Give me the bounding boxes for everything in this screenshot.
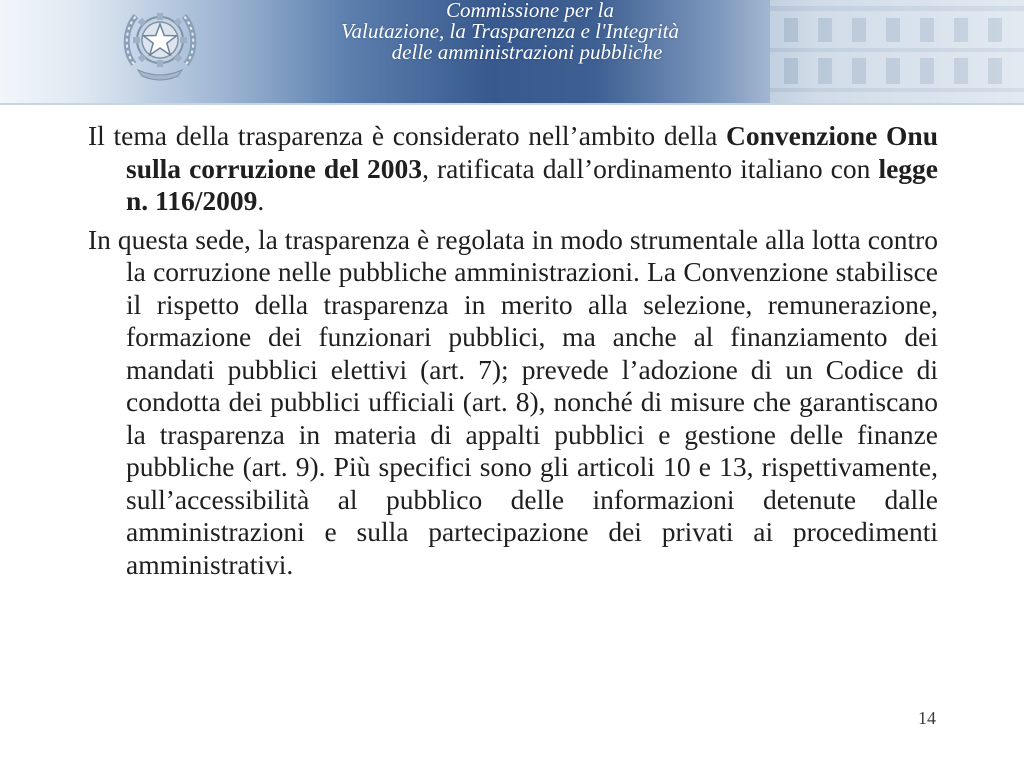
slide-body [88,120,938,587]
page-number: 14 [918,708,936,728]
title-line-3: delle amministrazioni pubbliche [391,40,663,64]
paragraph-transparency-rules: In questa sede, la trasparenza è regolata in modo strumentale alla lotta contro la corruzione nelle pubbliche amministrazioni. La Convenzione stabilisce il rispetto della trasparenza in merito alla selezione, remunerazione, formazione dei funzionari pubblici, ma anche al finanziamento dei mandati pubblici elettivi (art. 7); prevede l’adozione di un Codice di condotta dei pubblici ufficiali (art. 8), nonché di misure che garantiscano la trasparenza in materia di appalti pubblici e gestione delle finanze pubbliche (art. 9). Più specifici sono gli articoli 10 e 13, rispettivamente, sull’accessibilità al pubblico delle informazioni detenute dalle amministrazioni e sulla partecipazione dei privati ai procedimenti amministrativi. [88,223,938,580]
title-line-2: Valutazione, la Trasparenza e l'Integrità [341,19,679,43]
paragraph-1-text-a: Il tema della trasparenza è considerato nell’ambito della [88,120,727,151]
header-divider [0,103,1024,105]
paragraph-1-text-c: . [257,185,265,216]
commission-title [250,0,770,63]
government-building-image [770,0,1024,104]
paragraph-1-bold-convention: Convenzione Onu sulla corruzione del 2003 [126,120,939,184]
paragraph-1-bold-law: legge n. 116/2009 [126,152,938,216]
header-banner [0,0,1024,104]
paragraph-convention [88,120,938,218]
italian-republic-emblem-icon [118,2,202,82]
paragraph-1-text-b: , ratificata dall’ordinamento italiano con [422,152,879,184]
title-line-1: Commissione per la [446,0,614,22]
